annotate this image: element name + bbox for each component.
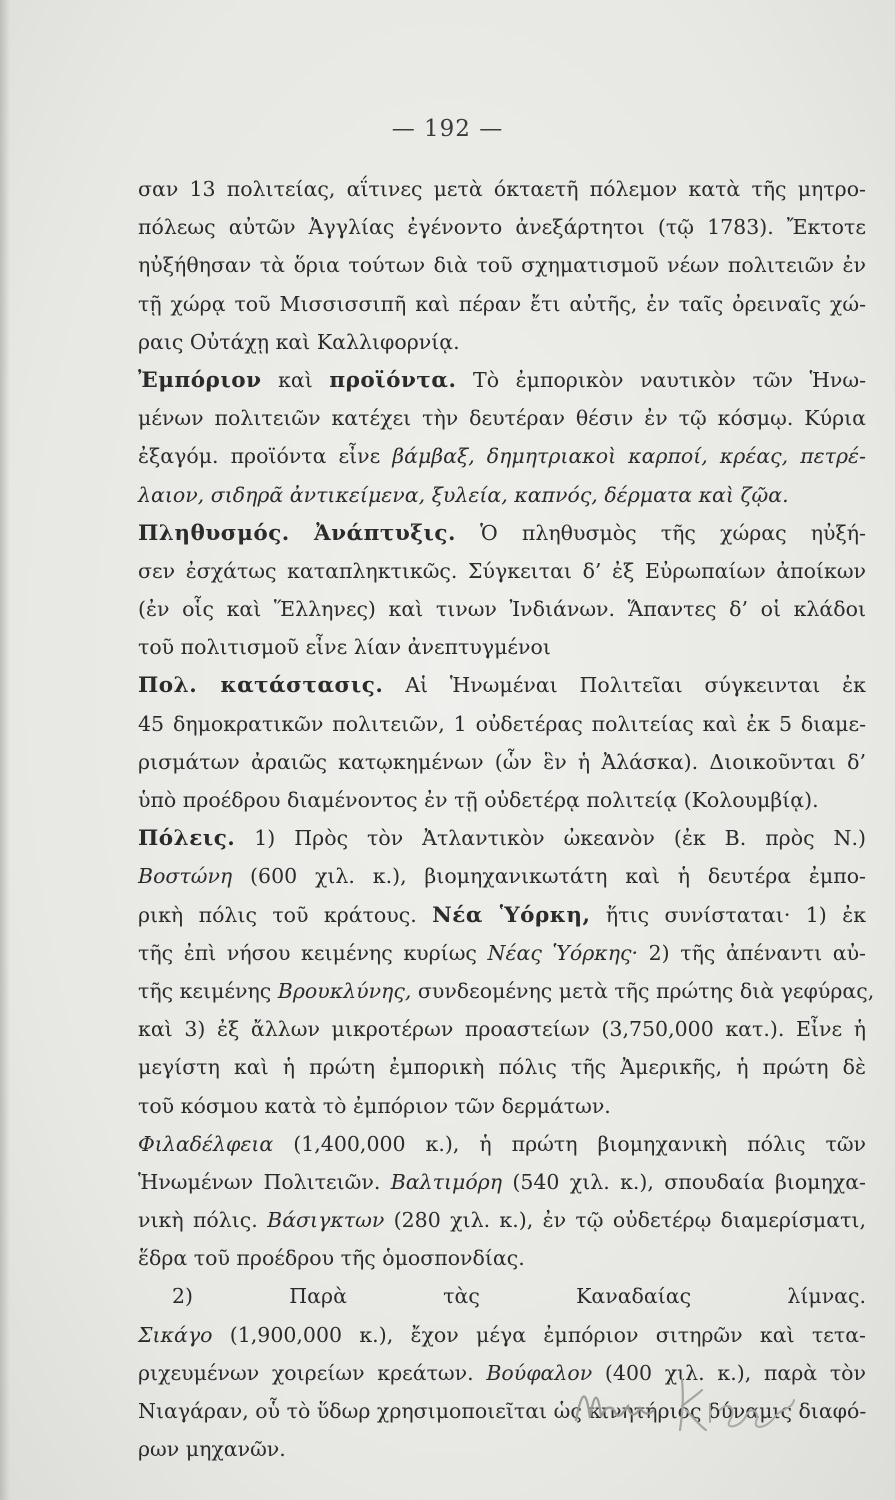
text-segment: 45 δημοκρατικῶν πολιτειῶν, 1 οὐδετέρας πολιτείας καὶ ἐκ 5 διαμε- <box>138 711 866 736</box>
text-segment: ρων μηχανῶν. <box>138 1437 286 1462</box>
text-line <box>138 1201 866 1239</box>
text-segment: ρισμάτων ἀραιῶς κατῳκημένων (ὧν ἓν ἡ Ἀλάσκα). Διοικοῦνται δ’ <box>138 749 866 774</box>
text-line <box>138 1163 866 1201</box>
text-line <box>138 1316 866 1354</box>
text-line <box>138 552 866 590</box>
text-line <box>138 246 866 284</box>
text-line <box>138 743 866 781</box>
text-segment: καὶ <box>261 367 330 392</box>
text-segment: ἥτις συνίσταται· 1) ἐκ <box>590 902 867 927</box>
text-line <box>138 399 866 437</box>
section-heading: Πόλεις. <box>138 826 236 852</box>
text-segment: σαν 13 πολιτείας, αΐτινες μετὰ όκταετῆ πόλεμον κατὰ τῆς μητρο- <box>138 177 866 201</box>
italic-term: Βρουκλύνης, <box>277 978 412 1003</box>
text-line <box>138 1277 866 1315</box>
page-number: — 192 — <box>391 116 504 142</box>
text-segment: Ἡνωμένων Πολιτειῶν. <box>138 1169 391 1194</box>
text-line <box>138 170 866 208</box>
italic-term: Βάσιγκτων <box>267 1208 385 1233</box>
text-segment: σεν ἐσχάτως καταπληκτικῶς. Σύγκειται δ’ ἐξ Εὐρωπαίων ἀποίκων <box>138 558 866 583</box>
italic-term: Φιλαδέλφεια <box>138 1131 274 1156</box>
text-line <box>138 208 866 246</box>
italic-term: Βούφαλον <box>486 1360 593 1385</box>
page-edge-shadow <box>0 0 10 1500</box>
italic-term: Βαλτιμόρη <box>390 1169 502 1194</box>
text-segment: (1,900,000 κ.), ἔχον μέγα ἐμπόριον σιτηρῶν καὶ τετα- <box>212 1322 866 1347</box>
text-line <box>138 514 866 552</box>
text-line <box>138 285 866 323</box>
text-segment: Ὁ πληθυσμὸς τῆς χώρας ηὐξή- <box>455 520 866 545</box>
text-segment: νικὴ πόλις. <box>138 1208 268 1233</box>
italic-term: βάμβαξ, δημητριακοὶ καρποί, κρέας, πετρέ- <box>392 444 866 469</box>
italic-term: Σικάγο <box>138 1322 213 1347</box>
text-segment: ὑπὸ προέδρου διαμένοντος ἐν τῇ οὐδετέρᾳ πολιτείᾳ (Κολουμβίᾳ). <box>138 788 819 812</box>
text-segment: τῇ χώρᾳ τοῦ Μισσισσιπῆ καὶ πέραν ἔτι αὐτῆς, ἐν ταῖς ὀρειναῖς χώ- <box>138 291 866 316</box>
section-heading: προϊόντα. <box>329 367 457 393</box>
text-line <box>138 1125 866 1163</box>
text-segment: 1) Πρὸς τὸν Ἀτλαντικὸν ὠκεανὸν (ἐκ Β. πρὸς Ν.) <box>235 826 866 851</box>
text-segment: μένων πολιτειῶν κατέχει τὴν δευτέραν θέσιν ἐν τῷ κόσμῳ. Κύρια <box>138 406 866 431</box>
text-segment: Αἱ Ἡνωμέναι Πολιτεῖαι σύγκεινται ἐκ <box>383 673 866 698</box>
text-segment: συνδεομένης μετὰ τῆς πρώτης διὰ γεφύρας, <box>411 978 875 1003</box>
text-segment: (1,400,000 κ.), ἡ πρώτη βιομηχανικὴ πόλις τῶν <box>273 1131 866 1156</box>
text-line <box>138 705 866 743</box>
text-line <box>138 1239 866 1277</box>
text-segment: πόλεως αὐτῶν Ἀγγλίας ἐγένοντο ἀνεξάρτητοι (τῷ 1783). Ἔκτοτε <box>138 215 866 240</box>
text-line <box>138 1010 866 1048</box>
text-segment: (600 χιλ. κ.), βιομηχανικωτάτη καὶ ἡ δευτέρα ἐμπο- <box>232 864 866 889</box>
text-segment: τῆς ἐπὶ νήσου κειμένης κυρίως <box>138 940 488 965</box>
text-segment: ριχευμένων χοιρείων κρεάτων. <box>138 1360 487 1385</box>
text-segment: τοῦ πολιτισμοῦ εἶνε λίαν ἀνεπτυγμένοι <box>138 635 551 660</box>
text-segment: ραις Οὐτάχῃ καὶ Καλλιφορνίᾳ. <box>138 329 460 354</box>
section-heading: Πληθυσμός. <box>138 520 290 546</box>
text-segment <box>290 521 314 545</box>
text-segment: (540 χιλ. κ.), σπουδαία βιομηχα- <box>502 1169 866 1194</box>
section-heading: Ἀνάπτυξις. <box>313 520 456 546</box>
section-heading: Πολ. κατάστασις. <box>138 673 384 699</box>
italic-term: Βοστώνη <box>138 864 233 889</box>
text-line <box>138 1048 866 1086</box>
text-segment: ρικὴ πόλις τοῦ κράτους. <box>138 902 433 927</box>
text-segment: ἕδρα τοῦ προέδρου τῆς ὁμοσπονδίας. <box>138 1246 525 1271</box>
text-segment: ἐξαγόμ. προϊόντα εἶνε <box>138 444 393 469</box>
text-segment: ηὐξήθησαν τὰ ὅρια τούτων διὰ τοῦ σχηματισμοῦ νέων πολιτειῶν ἐν <box>138 253 866 278</box>
handwritten-signature <box>570 1370 810 1440</box>
text-segment: 2) τῆς ἀπέναντι αὐ- <box>637 940 866 965</box>
text-line <box>138 628 866 666</box>
text-segment: τῆς κειμένης <box>138 978 278 1003</box>
text-segment: (ἐν οἷς καὶ Ἕλληνες) καὶ τινων Ἰνδιάνων. Ἅπαντες δ’ οἱ κλάδοι <box>138 597 866 622</box>
text-segment: Νιαγάραν, οὗ τὸ ὕδωρ χρησιμοποιεῖται ὡς κινητήριος δύναμις διαφό- <box>138 1399 867 1423</box>
text-line <box>138 781 866 819</box>
text-segment: 2) Παρὰ τὰς Καναδαίας λίμνας. <box>172 1284 866 1309</box>
text-segment: Τὸ ἐμπορικὸν ναυτικὸν τῶν Ἡνω- <box>456 367 866 392</box>
text-line <box>138 972 875 1010</box>
italic-term: λαιον, σιδηρᾶ ἀντικείμενα, ξυλεία, καπνός, δέρματα καὶ ζῷα. <box>138 482 789 507</box>
text-line <box>138 476 866 514</box>
section-heading: Ἐμπόριον <box>138 367 262 393</box>
text-line <box>138 590 866 628</box>
text-line <box>138 361 866 399</box>
text-segment: μεγίστη καὶ ἡ πρώτη ἐμπορικὴ πόλις τῆς Ἀμερικῆς, ἡ πρώτη δὲ <box>138 1055 866 1080</box>
text-segment: (280 χιλ. κ.), ἐν τῷ οὐδετέρῳ διαμερίσματι, <box>384 1208 866 1233</box>
section-heading: Νέα Ὑόρκη, <box>432 902 591 928</box>
text-line <box>138 934 866 972</box>
text-line <box>138 437 866 475</box>
text-segment: τοῦ κόσμου κατὰ τὸ ἐμπόριον τῶν δερμάτων. <box>138 1093 611 1118</box>
text-segment: καὶ 3) ἐξ ἄλλων μικροτέρων προαστείων (3,750,000 κατ.). Εἶνε ἡ <box>138 1017 866 1042</box>
body-text <box>138 170 875 1468</box>
text-line <box>138 323 866 361</box>
italic-term: Νέας Ὑόρκης· <box>487 940 638 965</box>
text-line <box>138 1087 866 1125</box>
text-segment: (400 χιλ. κ.), παρὰ τὸν <box>592 1360 866 1385</box>
text-line <box>138 896 866 934</box>
text-line <box>138 666 866 704</box>
text-line <box>138 819 866 857</box>
text-line <box>138 857 866 895</box>
